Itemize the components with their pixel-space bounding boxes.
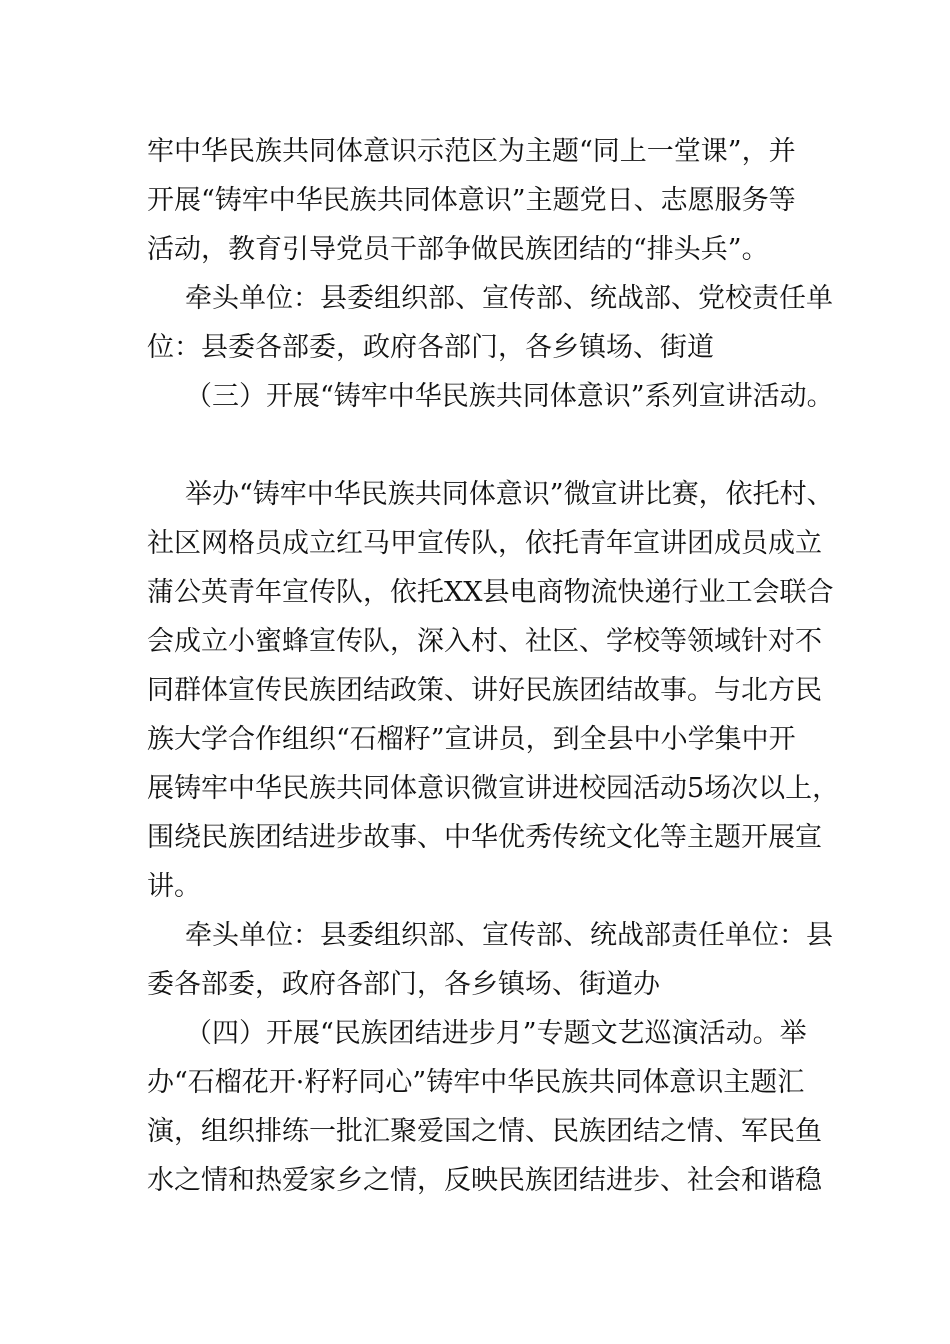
text-line: 牵头单位：县委组织部、宣传部、统战部责任单位：县 bbox=[185, 920, 833, 951]
text-line: 牵头单位：县委组织部、宣传部、统战部、党校责任单 bbox=[185, 283, 833, 314]
text-line: 会成立小蜜蜂宣传队，深入村、社区、学校等领域针对不 bbox=[147, 626, 822, 657]
text-line: 水之情和热爱家乡之情，反映民族团结进步、社会和谐稳 bbox=[147, 1165, 822, 1196]
text-line: 讲。 bbox=[147, 871, 201, 902]
text-line: 委各部委，政府各部门，各乡镇场、街道办 bbox=[147, 969, 660, 1000]
section-heading: （三）开展“铸牢中华民族共同体意识”系列宣讲活动。 bbox=[185, 381, 834, 412]
text-line: 举办“铸牢中华民族共同体意识”微宣讲比赛，依托村、 bbox=[185, 479, 834, 510]
text-line: 围绕民族团结进步故事、中华优秀传统文化等主题开展宣 bbox=[147, 822, 822, 853]
text-line: 展铸牢中华民族共同体意识微宣讲进校园活动5场次以上， bbox=[147, 773, 840, 804]
text-line: 活动，教育引导党员干部争做民族团结的“排头兵”。 bbox=[147, 234, 769, 265]
text-line: 蒲公英青年宣传队，依托XX县电商物流快递行业工会联合 bbox=[147, 577, 834, 608]
section-heading: （四）开展“民族团结进步月”专题文艺巡演活动。举 bbox=[185, 1018, 807, 1049]
text-line: 位：县委各部委，政府各部门，各乡镇场、街道 bbox=[147, 332, 714, 363]
text-line: 演，组织排练一批汇聚爱国之情、民族团结之情、军民鱼 bbox=[147, 1116, 822, 1147]
text-line: 开展“铸牢中华民族共同体意识”主题党日、志愿服务等 bbox=[147, 185, 796, 216]
text-line: 族大学合作组织“石榴籽”宣讲员，到全县中小学集中开 bbox=[147, 724, 796, 755]
text-line: 办“石榴花开·籽籽同心”铸牢中华民族共同体意识主题汇 bbox=[147, 1067, 805, 1098]
text-line: 社区网格员成立红马甲宣传队，依托青年宣讲团成员成立 bbox=[147, 528, 822, 559]
text-line: 同群体宣传民族团结政策、讲好民族团结故事。与北方民 bbox=[147, 675, 822, 706]
text-line: 牢中华民族共同体意识示范区为主题“同上一堂课”，并 bbox=[147, 136, 796, 167]
